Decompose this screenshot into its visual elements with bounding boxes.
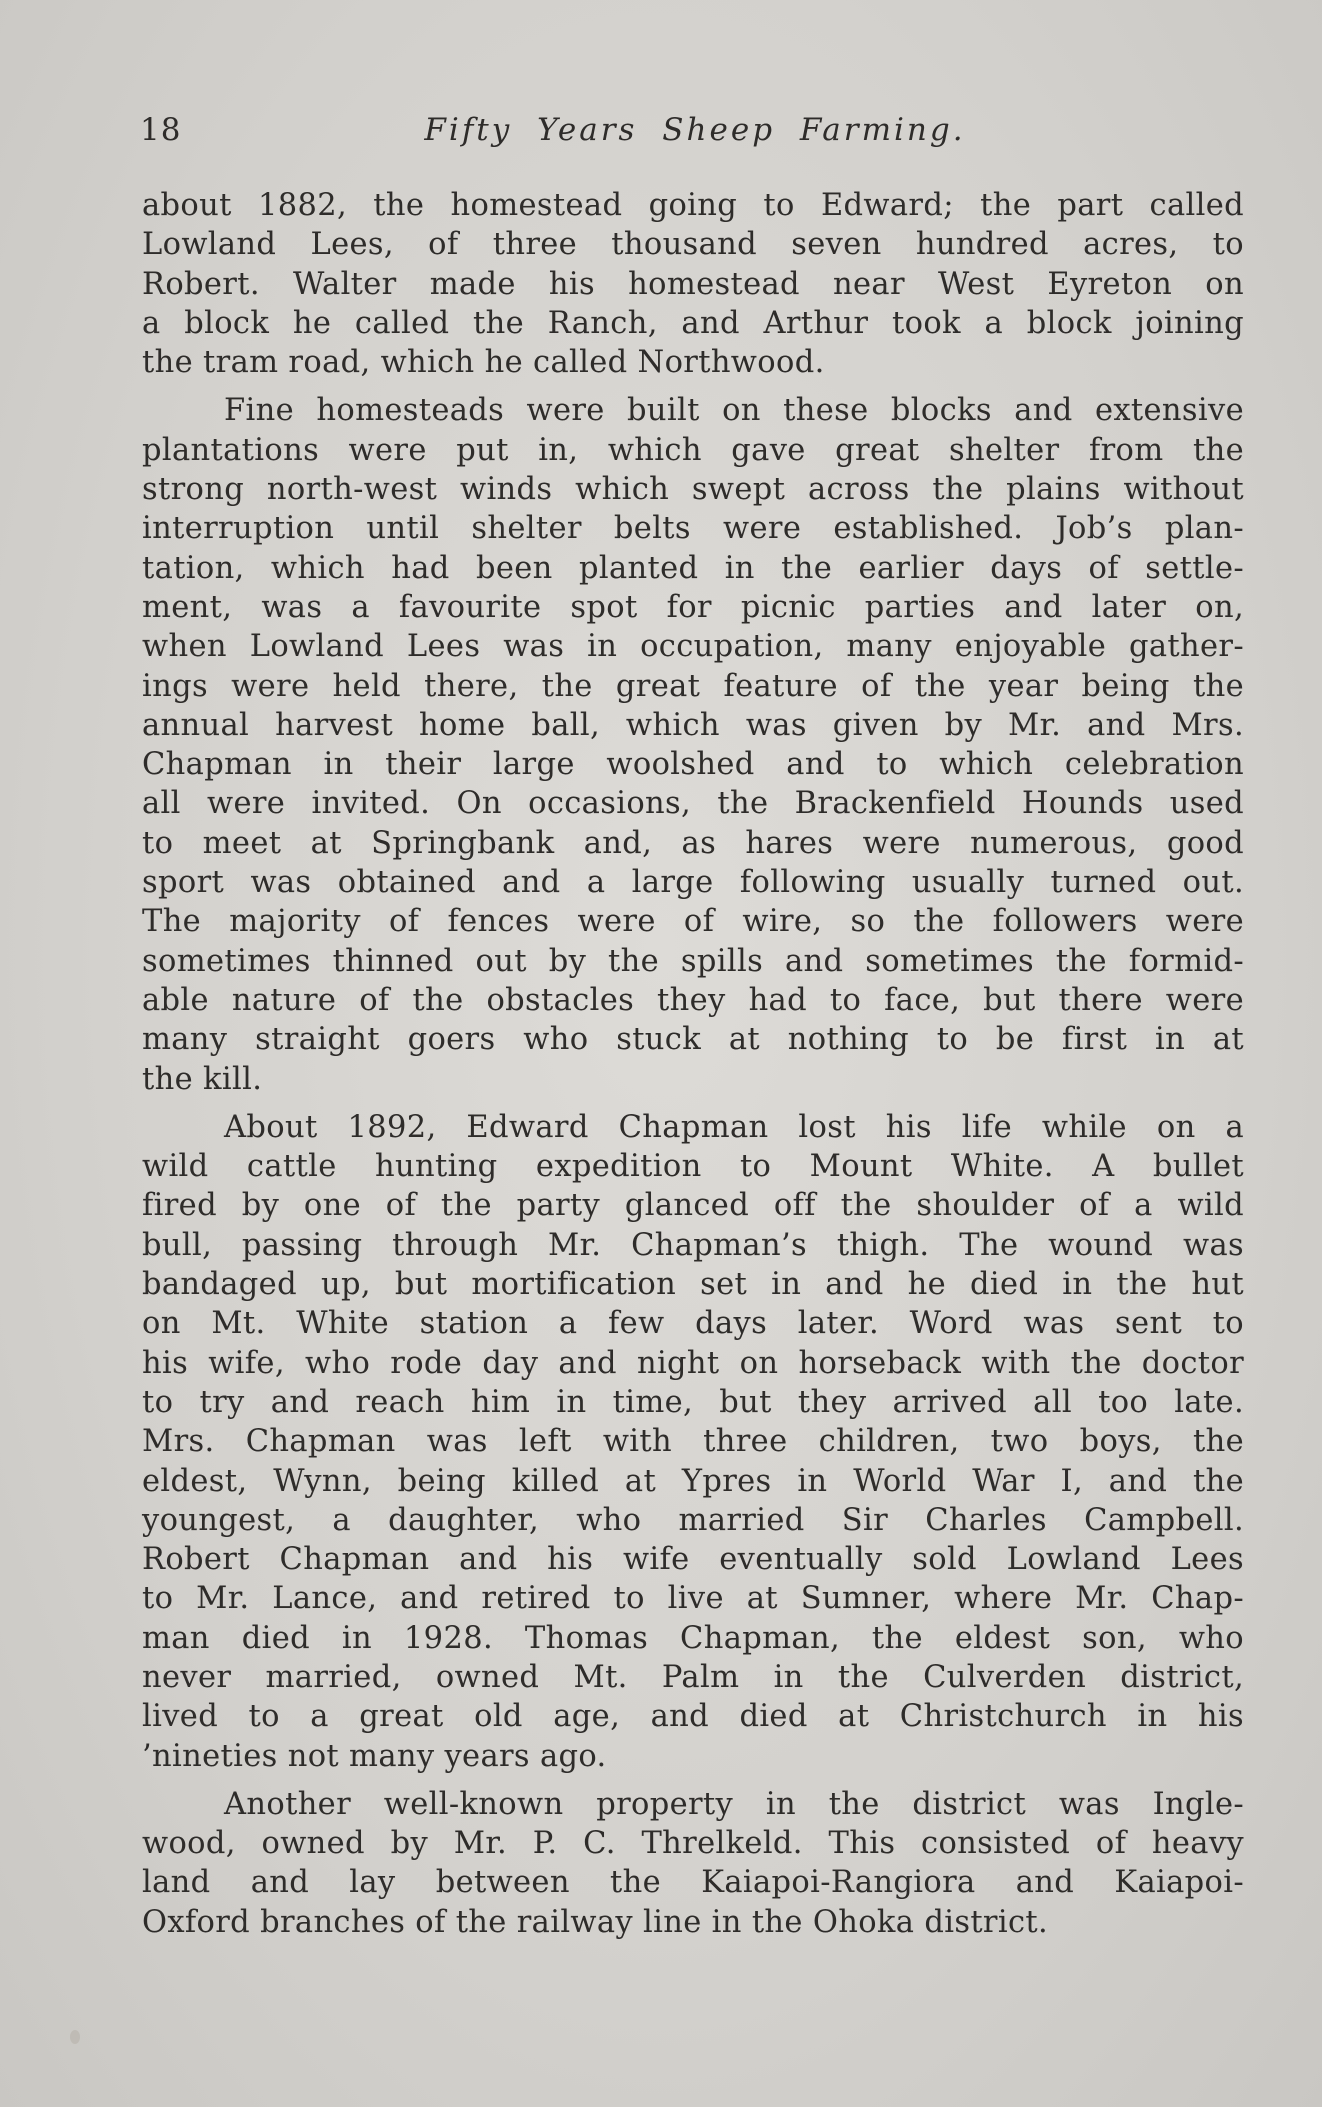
text-line: many straight goers who stuck at nothing to be first in at (142, 1022, 1244, 1058)
text-line: plantations were put in, which gave great shelter from the (142, 432, 1244, 468)
text-line: when Lowland Lees was in occupation, many enjoyable gather- (142, 629, 1244, 665)
text-line: fired by one of the party glanced off the shoulder of a wild (142, 1188, 1244, 1224)
text-line: the tram road, which he called Northwood. (142, 345, 825, 381)
paragraph (142, 1785, 1244, 1942)
text-line: About 1892, Edward Chapman lost his life while on a (224, 1109, 1244, 1145)
text-line: annual harvest home ball, which was given by Mr. and Mrs. (142, 707, 1244, 743)
text-line: a block he called the Ranch, and Arthur took a block joining (142, 305, 1244, 341)
text-line: to meet at Springbank and, as hares were numerous, good (142, 825, 1244, 861)
text-line: bull, passing through Mr. Chapman’s thigh. The wound was (142, 1227, 1244, 1263)
paragraph (142, 186, 1244, 382)
text-line: bandaged up, but mortification set in and he died in the hut (142, 1267, 1244, 1303)
text-line: The majority of fences were of wire, so the followers were (142, 904, 1244, 940)
text-line: Robert. Walter made his homestead near West Eyreton on (142, 266, 1244, 302)
text-line: wood, owned by Mr. P. C. Threlkeld. This consisted of heavy (142, 1826, 1244, 1862)
text-line: Chapman in their large woolshed and to which celebration (142, 747, 1244, 783)
text-line: Robert Chapman and his wife eventually sold Lowland Lees (142, 1542, 1244, 1578)
text-line: all were invited. On occasions, the Brackenfield Hounds used (142, 786, 1244, 822)
text-line: Oxford branches of the railway line in the Ohoka district. (142, 1904, 1049, 1940)
text-line: his wife, who rode day and night on horseback with the doctor (142, 1345, 1244, 1381)
text-line: ment, was a favourite spot for picnic parties and later on, (142, 589, 1244, 625)
text-line: strong north-west winds which swept across the plains without (142, 472, 1244, 508)
text-line: eldest, Wynn, being killed at Ypres in World War I, and the (142, 1463, 1244, 1499)
body-text (142, 186, 1244, 1951)
text-line: on Mt. White station a few days later. Word was sent to (142, 1306, 1244, 1342)
text-line: tation, which had been planted in the earlier days of settle- (142, 550, 1244, 586)
text-line: to try and reach him in time, but they arrived all too late. (142, 1384, 1244, 1420)
page-header (140, 112, 1250, 158)
text-line: ’nineties not many years ago. (142, 1738, 607, 1774)
page-number: 18 (140, 112, 182, 148)
text-line: land and lay between the Kaiapoi-Rangiora and Kaiapoi- (142, 1865, 1244, 1901)
running-title: Fifty Years Sheep Farming. (424, 112, 966, 148)
paragraph (142, 391, 1244, 1098)
paragraph (142, 1108, 1244, 1776)
text-line: Mrs. Chapman was left with three children, two boys, the (142, 1424, 1244, 1460)
text-line: to Mr. Lance, and retired to live at Sumner, where Mr. Chap- (142, 1581, 1244, 1617)
paper-smudge (70, 2030, 80, 2044)
text-line: about 1882, the homestead going to Edward; the part called (142, 188, 1244, 223)
text-line: sometimes thinned out by the spills and sometimes the formid- (142, 943, 1244, 979)
text-line: never married, owned Mt. Palm in the Culverden district, (142, 1659, 1244, 1695)
text-line: Another well-known property in the district was Ingle- (224, 1786, 1244, 1822)
text-line: Fine homesteads were built on these blocks and extensive (224, 393, 1244, 429)
text-line: the kill. (142, 1061, 263, 1097)
text-line: lived to a great old age, and died at Christchurch in his (142, 1699, 1244, 1735)
text-line: youngest, a daughter, who married Sir Charles Campbell. (142, 1502, 1244, 1538)
text-line: Lowland Lees, of three thousand seven hundred acres, to (142, 227, 1244, 263)
text-line: man died in 1928. Thomas Chapman, the eldest son, who (142, 1620, 1244, 1656)
text-line: interruption until shelter belts were established. Job’s plan- (142, 511, 1244, 547)
text-line: sport was obtained and a large following usually turned out. (142, 865, 1244, 901)
text-line: ings were held there, the great feature of the year being the (142, 668, 1244, 704)
text-line: wild cattle hunting expedition to Mount White. A bullet (142, 1149, 1244, 1185)
text-line: able nature of the obstacles they had to face, but there were (142, 982, 1244, 1018)
